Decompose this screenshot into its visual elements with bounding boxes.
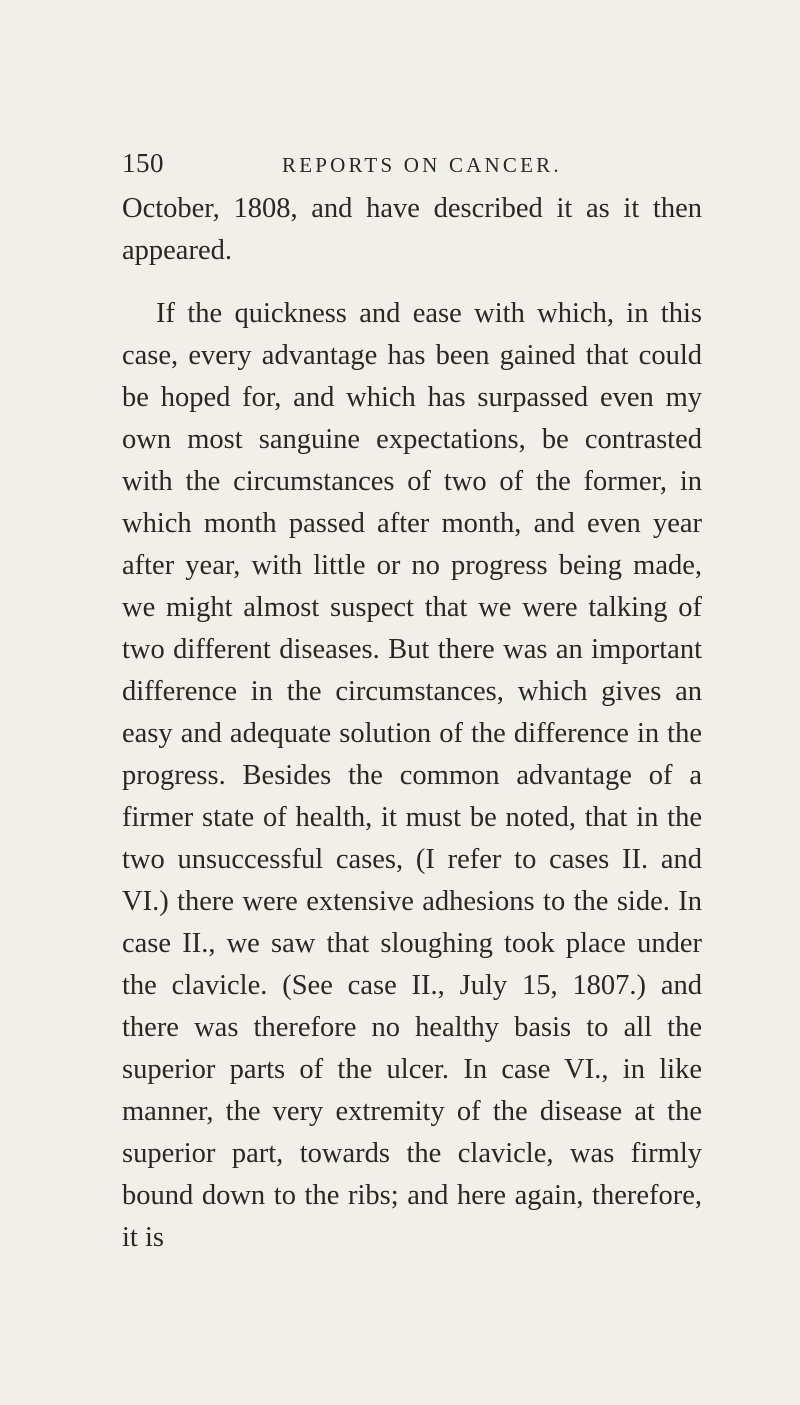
body-text — [122, 188, 702, 1259]
running-title: REPORTS ON CANCER. — [282, 153, 562, 177]
page-number: 150 — [122, 148, 164, 178]
paragraph-continued: October, 1808, and have described it as it then appeared. — [122, 193, 702, 266]
paragraph-main: If the quickness and ease with which, in this case, every advantage has been gained that could be hoped for, and which has surpassed even my own most sanguine expectations, be contrasted with the circumstances of two of the former, in which month passed after month, and even year after year, with little or no progress being made, we might almost suspect that we were talking of two different diseases. But there was an important difference in the circumstances, which gives an easy and adequate solution of the difference in the progress. Besides the common advantage of a firmer state of health, it must be noted, that in the two unsuccessful cases, (I refer to cases II. and VI.) there were extensive adhesions to the side. In case II., we saw that sloughing took place under the clavicle. (See case II., July 15, 1807.) and there was therefore no healthy basis to all the superior parts of the ulcer. In case VI., in like manner, the very extremity of the disease at the superior part, towards the clavicle, was firmly bound down to the ribs; and here again, therefore, it is — [122, 298, 702, 1253]
running-head — [122, 146, 662, 180]
